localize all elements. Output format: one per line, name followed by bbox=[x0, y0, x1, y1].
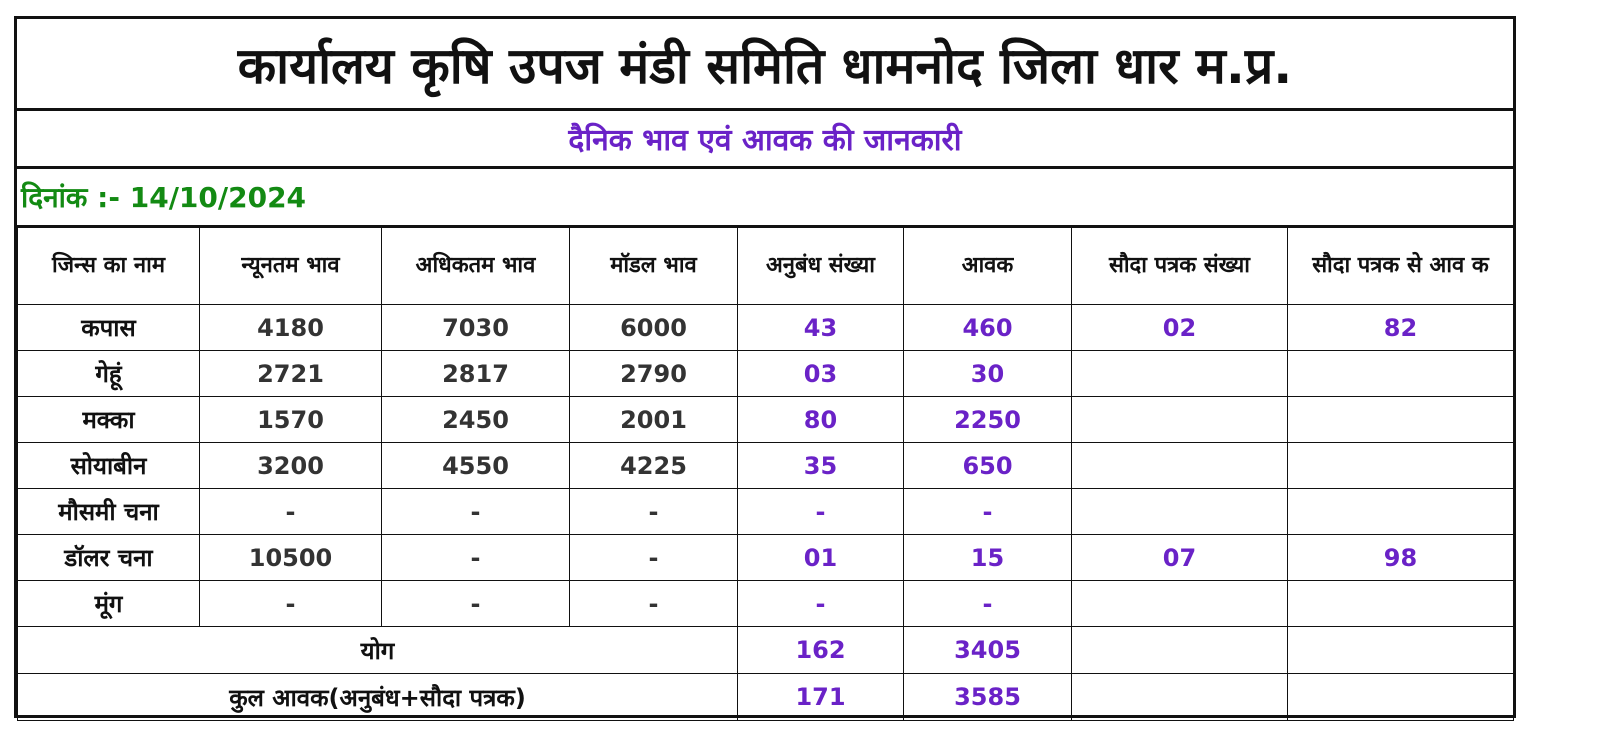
grand-total-label: कुल आवक(अनुबंध+सौदा पत्रक) bbox=[18, 674, 738, 721]
arrival: 2250 bbox=[904, 397, 1072, 443]
modal-price: 4225 bbox=[570, 443, 738, 489]
max-price: - bbox=[382, 489, 570, 535]
deal-slip-arrival: 98 bbox=[1288, 535, 1514, 581]
grand-total-arrival: 3585 bbox=[904, 674, 1072, 721]
arrival: - bbox=[904, 489, 1072, 535]
modal-price: 2790 bbox=[570, 351, 738, 397]
total-contract-count: 162 bbox=[738, 627, 904, 674]
crop-name: मौसमी चना bbox=[18, 489, 200, 535]
deal-slip-arrival bbox=[1288, 397, 1514, 443]
crop-name: मक्का bbox=[18, 397, 200, 443]
total-label: योग bbox=[18, 627, 738, 674]
column-header-deal-slip-count: सौदा पत्रक संख्या bbox=[1072, 228, 1288, 305]
max-price: 4550 bbox=[382, 443, 570, 489]
deal-slip-count bbox=[1072, 581, 1288, 627]
table-header-row bbox=[18, 228, 1514, 305]
price-table bbox=[17, 227, 1514, 721]
crop-name: मूंग bbox=[18, 581, 200, 627]
deal-slip-arrival bbox=[1288, 489, 1514, 535]
contract-count: - bbox=[738, 489, 904, 535]
grand-total-contract-count: 171 bbox=[738, 674, 904, 721]
grand-total-empty-cell bbox=[1072, 674, 1288, 721]
column-header-modal-price: मॉडल भाव bbox=[570, 228, 738, 305]
min-price: 3200 bbox=[200, 443, 382, 489]
max-price: 2450 bbox=[382, 397, 570, 443]
page-title: कार्यालय कृषि उपज मंडी समिति धामनोद जिला धार म.प्र. bbox=[17, 19, 1513, 111]
arrival: 460 bbox=[904, 305, 1072, 351]
max-price: - bbox=[382, 535, 570, 581]
deal-slip-arrival bbox=[1288, 443, 1514, 489]
contract-count: 80 bbox=[738, 397, 904, 443]
total-row bbox=[18, 627, 1514, 674]
table-row bbox=[18, 489, 1514, 535]
contract-count: 35 bbox=[738, 443, 904, 489]
max-price: 7030 bbox=[382, 305, 570, 351]
deal-slip-count bbox=[1072, 351, 1288, 397]
min-price: - bbox=[200, 489, 382, 535]
column-header-deal-slip-arrival: सौदा पत्रक से आव क bbox=[1288, 228, 1514, 305]
page-subtitle: दैनिक भाव एवं आवक की जानकारी bbox=[17, 111, 1513, 169]
modal-price: 2001 bbox=[570, 397, 738, 443]
grand-total-row bbox=[18, 674, 1514, 721]
modal-price: - bbox=[570, 581, 738, 627]
min-price: 4180 bbox=[200, 305, 382, 351]
total-empty-cell bbox=[1072, 627, 1288, 674]
column-header-max-price: अधिकतम भाव bbox=[382, 228, 570, 305]
column-header-min-price: न्यूनतम भाव bbox=[200, 228, 382, 305]
table-row bbox=[18, 351, 1514, 397]
deal-slip-count bbox=[1072, 397, 1288, 443]
deal-slip-arrival bbox=[1288, 581, 1514, 627]
contract-count: 43 bbox=[738, 305, 904, 351]
arrival: 650 bbox=[904, 443, 1072, 489]
min-price: 2721 bbox=[200, 351, 382, 397]
max-price: - bbox=[382, 581, 570, 627]
contract-count: 03 bbox=[738, 351, 904, 397]
crop-name: कपास bbox=[18, 305, 200, 351]
total-empty-cell bbox=[1288, 627, 1514, 674]
table-row bbox=[18, 397, 1514, 443]
min-price: - bbox=[200, 581, 382, 627]
column-header-arrival: आवक bbox=[904, 228, 1072, 305]
min-price: 10500 bbox=[200, 535, 382, 581]
table-row bbox=[18, 535, 1514, 581]
table-row bbox=[18, 443, 1514, 489]
arrival: 30 bbox=[904, 351, 1072, 397]
crop-name: सोयाबीन bbox=[18, 443, 200, 489]
table-row bbox=[18, 581, 1514, 627]
arrival: 15 bbox=[904, 535, 1072, 581]
column-header-contract-count: अनुबंध संख्या bbox=[738, 228, 904, 305]
grand-total-empty-cell bbox=[1288, 674, 1514, 721]
deal-slip-count bbox=[1072, 443, 1288, 489]
crop-name: डॉलर चना bbox=[18, 535, 200, 581]
modal-price: - bbox=[570, 535, 738, 581]
table-row bbox=[18, 305, 1514, 351]
total-arrival: 3405 bbox=[904, 627, 1072, 674]
price-sheet bbox=[14, 16, 1516, 718]
arrival: - bbox=[904, 581, 1072, 627]
column-header-crop-name: जिन्स का नाम bbox=[18, 228, 200, 305]
contract-count: 01 bbox=[738, 535, 904, 581]
max-price: 2817 bbox=[382, 351, 570, 397]
modal-price: - bbox=[570, 489, 738, 535]
deal-slip-arrival: 82 bbox=[1288, 305, 1514, 351]
contract-count: - bbox=[738, 581, 904, 627]
date-line: दिनांक :- 14/10/2024 bbox=[17, 169, 1513, 227]
deal-slip-count: 07 bbox=[1072, 535, 1288, 581]
deal-slip-arrival bbox=[1288, 351, 1514, 397]
deal-slip-count: 02 bbox=[1072, 305, 1288, 351]
crop-name: गेहूं bbox=[18, 351, 200, 397]
min-price: 1570 bbox=[200, 397, 382, 443]
deal-slip-count bbox=[1072, 489, 1288, 535]
modal-price: 6000 bbox=[570, 305, 738, 351]
